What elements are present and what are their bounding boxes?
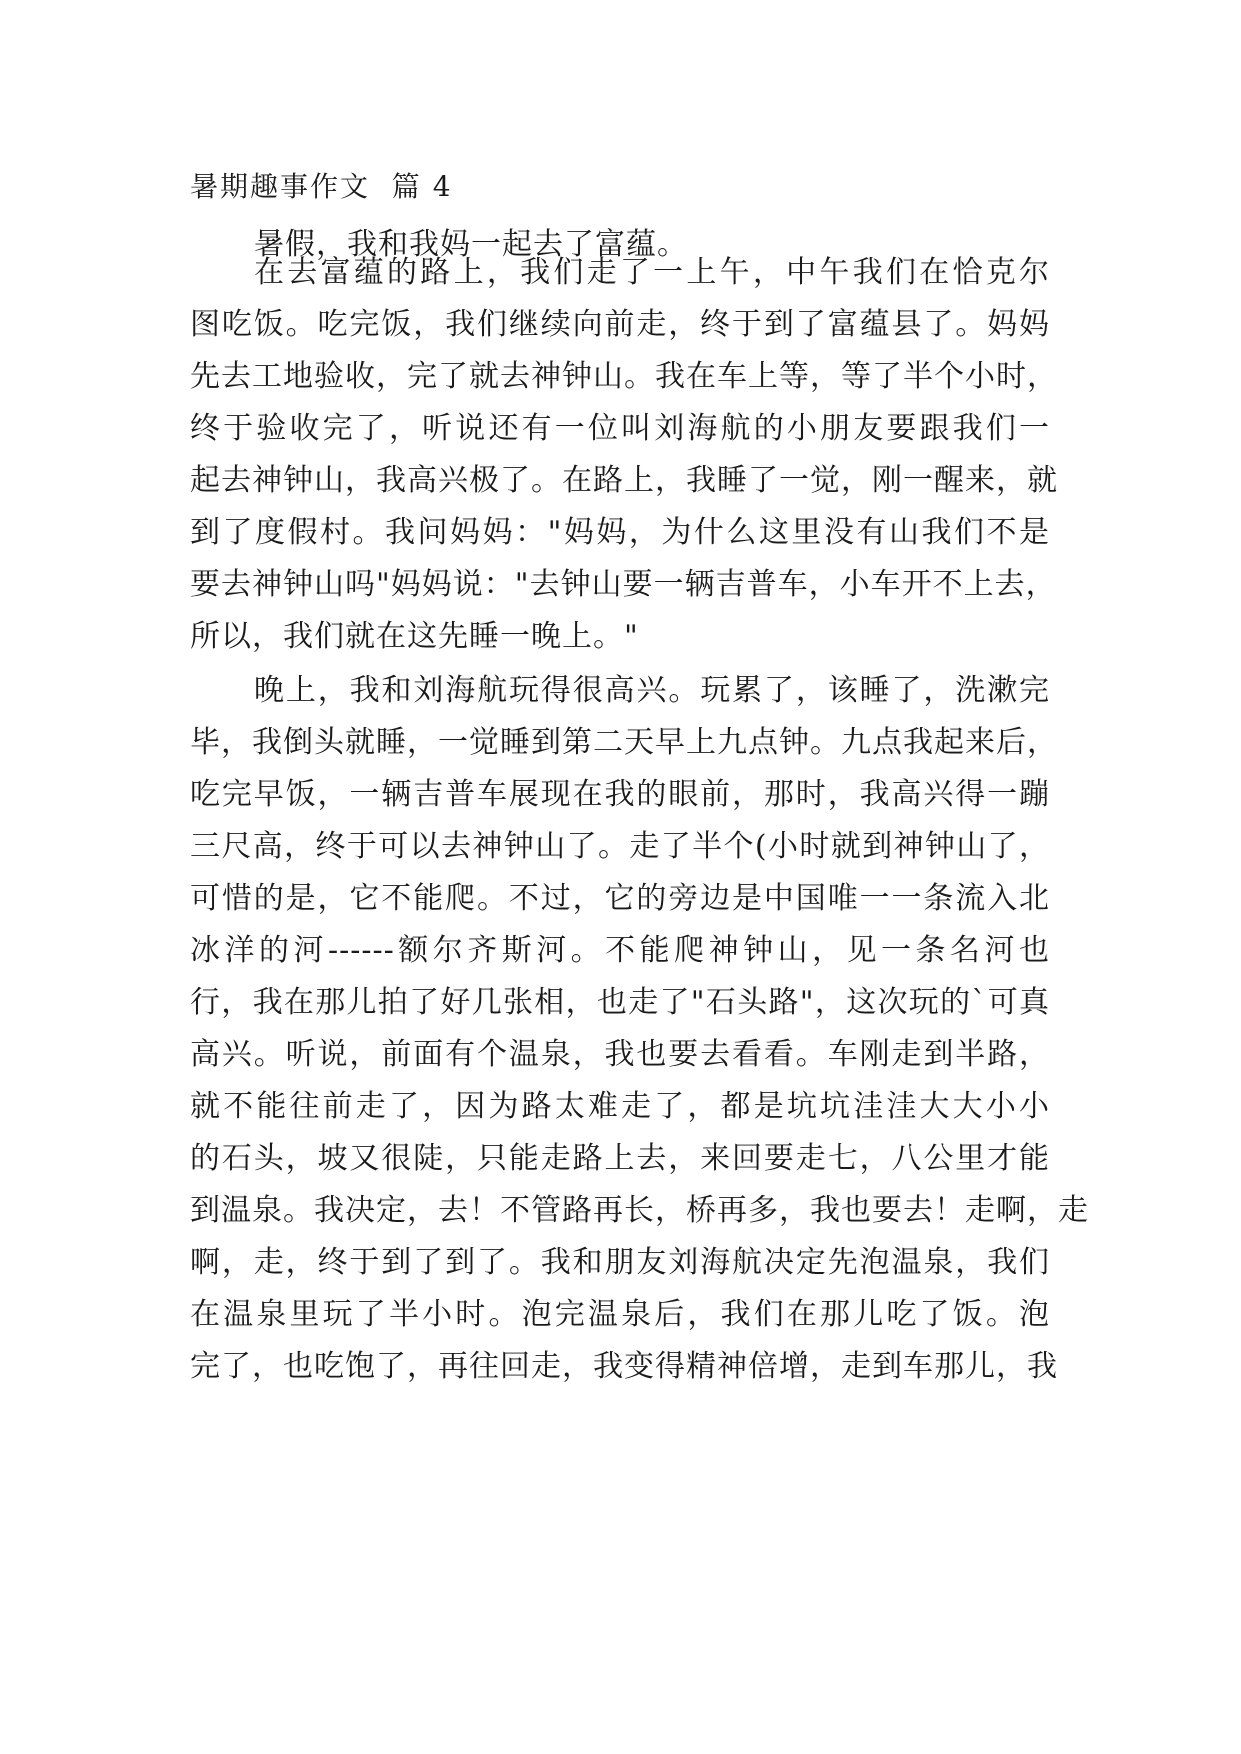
paragraph-line: 完了，也吃饱了，再往回走，我变得精神倍增，走到车那儿，我 (190, 1349, 1058, 1384)
paragraph-line: 所以，我们就在这先睡一晚上。" (190, 619, 639, 654)
paragraph-line: 行，我在那儿拍了好几张相，也走了"石头路"，这次玩的`可真 (190, 985, 1050, 1020)
paragraph-line: 在温泉里玩了半小时。泡完温泉后，我们在那儿吃了饭。泡 (190, 1297, 1050, 1332)
paragraph-line: 图吃饭。吃完饭，我们继续向前走，终于到了富蕴县了。妈妈 (190, 307, 1050, 342)
paragraph-line: 起去神钟山，我高兴极了。在路上，我睡了一觉，刚一醒来，就 (190, 463, 1058, 498)
paragraph-line: 的石头，坡又很陡，只能走路上去，来回要走七，八公里才能 (190, 1141, 1050, 1176)
paragraph-line: 冰洋的河------额尔齐斯河。不能爬神钟山，见一条名河也 (190, 933, 1050, 968)
paragraph-line: 到温泉。我决定，去！不管路再长，桥再多，我也要去！走啊，走 (190, 1193, 1089, 1228)
paragraph-line: 在去富蕴的路上，我们走了一上午，中午我们在恰克尔 (254, 255, 1050, 290)
paragraph-line: 可惜的是，它不能爬。不过，它的旁边是中国唯一一条流入北 (190, 881, 1050, 916)
paragraph-line: 要去神钟山吗"妈妈说："去钟山要一辆吉普车，小车开不上去， (190, 567, 1057, 602)
paragraph-line: 吃完早饭，一辆吉普车展现在我的眼前，那时，我高兴得一蹦 (190, 777, 1050, 812)
paragraph-line: 三尺高，终于可以去神钟山了。走了半个(小时就到神钟山了， (190, 829, 1050, 864)
paragraph-line: 暑假，我和我妈一起去了富蕴。 (254, 227, 688, 262)
paragraph-line: 毕，我倒头就睡，一觉睡到第二天早上九点钟。九点我起来后， (190, 725, 1058, 760)
paragraph-line: 高兴。听说，前面有个温泉，我也要去看看。车刚走到半路， (190, 1037, 1050, 1072)
document-title: 暑期趣事作文 篇 4 (190, 170, 453, 203)
paragraph-line: 终于验收完了，听说还有一位叫刘海航的小朋友要跟我们一 (190, 411, 1050, 446)
paragraph-line: 晚上，我和刘海航玩得很高兴。玩累了，该睡了，洗漱完 (254, 673, 1050, 708)
paragraph-line: 到了度假村。我问妈妈："妈妈，为什么这里没有山我们不是 (190, 515, 1050, 550)
paragraph-line: 就不能往前走了，因为路太难走了，都是坑坑洼洼大大小小 (190, 1089, 1050, 1124)
paragraph-line: 先去工地验收，完了就去神钟山。我在车上等，等了半个小时， (190, 359, 1058, 394)
paragraph-line: 啊，走，终于到了到了。我和朋友刘海航决定先泡温泉，我们 (190, 1245, 1050, 1280)
